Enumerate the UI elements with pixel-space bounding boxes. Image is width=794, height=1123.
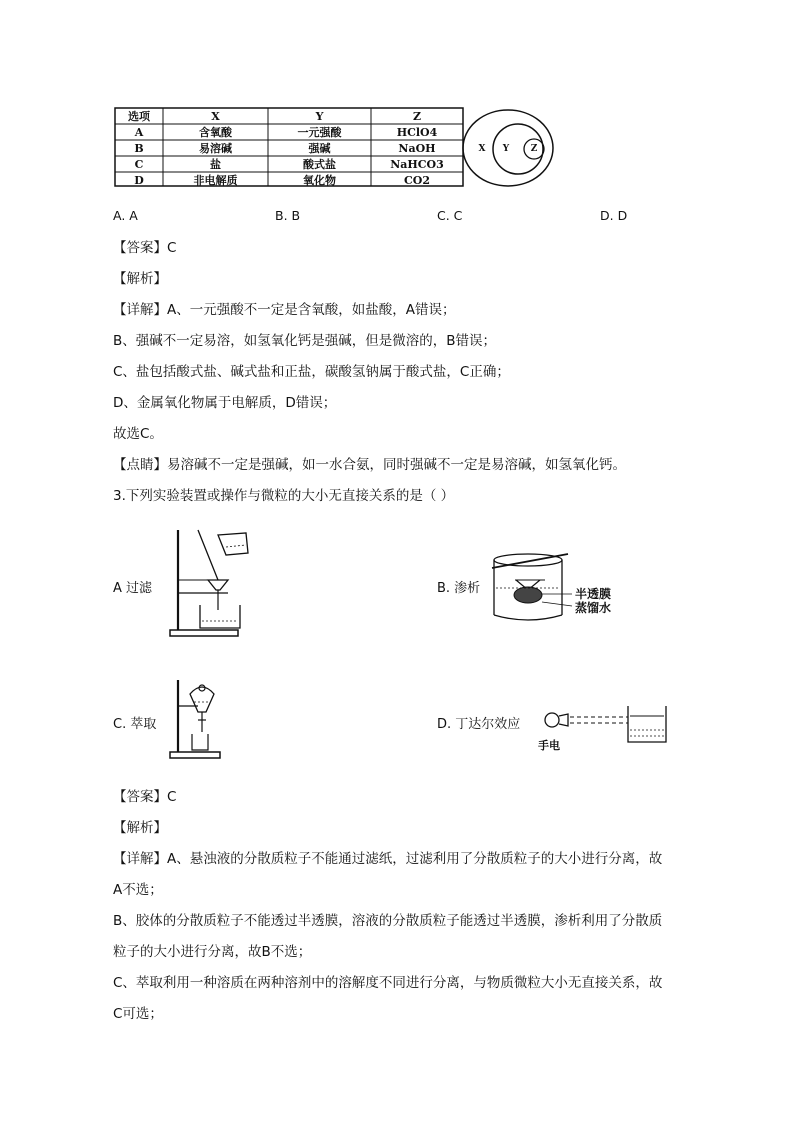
venn-label-y: Y [502,144,510,154]
q2-option-a: A. A [113,208,138,223]
q3-option-b-label: B. 渗析 [437,581,481,596]
q3-analysis-heading: 【解析】 [113,820,167,836]
q2-detail-b: B、强碱不一定易溶，如氢氧化钙是强碱，但是微溶的，B错误； [113,333,497,349]
table-header-y: Y [315,110,324,123]
table-header-z: Z [412,110,422,123]
table-cell: B [134,142,144,155]
dialysis-label-water: 蒸馏水 [575,601,612,615]
q2-analysis-heading: 【解析】 [113,271,167,287]
table-cell: HClO4 [396,126,438,139]
venn-label-z: Z [530,144,538,154]
table-cell: 含氧酸 [199,126,232,139]
q3-detail-c-line1: C、萃取利用一种溶质在两种溶剂中的溶解度不同进行分离，与物质微粒大小无直接关系，故 [113,975,663,991]
tyndall-flashlight-label: 手电 [538,739,560,752]
q3-stem: 3.下列实验装置或操作与微粒的大小无直接关系的是（ ） [113,488,455,504]
q3-option-d-label: D. 丁达尔效应 [437,717,521,732]
table-cell: 非电解质 [193,174,238,187]
q3-detail-b-line1: B、胶体的分散质粒子不能透过半透膜，溶液的分散质粒子能透过半透膜，渗析利用了分散质 [113,913,663,929]
dialysis-label-membrane: 半透膜 [575,587,612,601]
q3-option-a-label: A 过滤 [113,581,153,596]
filtration-apparatus-figure [168,525,258,640]
table-cell: NaOH [398,142,436,155]
table-cell: C [134,158,144,171]
venn-label-x: X [478,144,486,154]
q3-answer: 【答案】C [113,789,177,805]
q2-conclusion: 故选C。 [113,426,163,442]
q3-detail-a-line1: 【详解】A、悬浊液的分散质粒子不能通过滤纸，过滤利用了分散质粒子的大小进行分离，故 [113,851,663,867]
table-header-option: 选项 [128,110,150,123]
table-cell: D [134,174,144,187]
q2-tip: 【点睛】易溶碱不一定是强碱，如一水合氨，同时强碱不一定是易溶碱，如氢氧化钙。 [113,457,626,473]
table-cell: 强碱 [308,142,331,155]
q2-detail-a: 【详解】A、一元强酸不一定是含氧酸，如盐酸，A错误； [113,302,456,318]
extraction-apparatus-figure [168,672,238,762]
classification-table-figure [113,106,553,190]
q2-answer: 【答案】C [113,240,177,256]
q2-option-d: D. D [600,208,628,223]
table-cell: CO2 [404,174,430,187]
table-cell: 一元强酸 [297,126,342,139]
q3-detail-c-line2: C可选； [113,1006,163,1022]
table-cell: 氧化物 [303,174,336,187]
q3-detail-a-line2: A不选； [113,882,163,898]
q2-detail-c: C、盐包括酸式盐、碱式盐和正盐，碳酸氢钠属于酸式盐，C正确； [113,364,510,380]
table-cell: 酸式盐 [303,158,336,171]
table-header-x: X [211,110,220,123]
q2-detail-d: D、金属氧化物属于电解质，D错误； [113,395,337,411]
table-cell: NaHCO3 [390,158,444,171]
dialysis-apparatus-figure [490,550,570,625]
q3-option-c-label: C. 萃取 [113,717,157,732]
table-cell: 易溶碱 [199,142,232,155]
q3-detail-b-line2: 粒子的大小进行分离，故B不选； [113,944,312,960]
table-cell: 盐 [210,158,221,171]
q2-option-c: C. C [437,208,463,223]
table-cell: A [134,126,144,139]
q2-option-b: B. B [275,208,301,223]
